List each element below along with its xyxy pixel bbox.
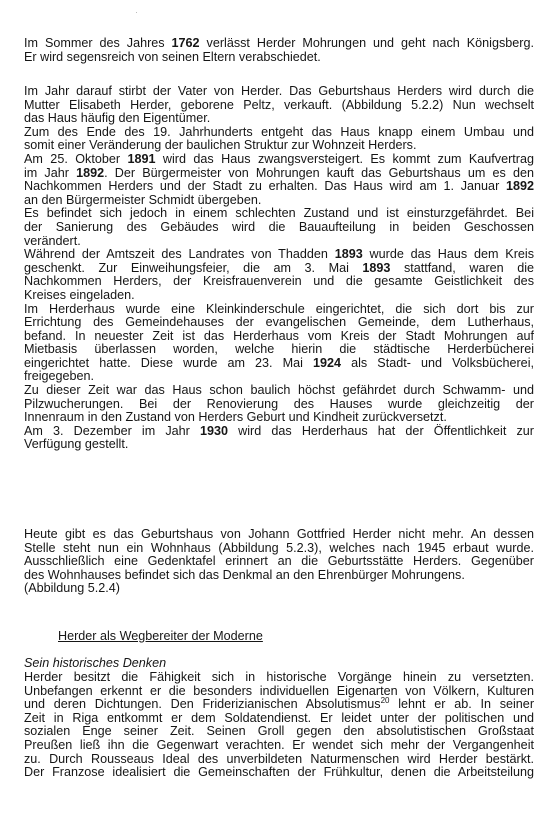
section-heading: Herder als Wegbereiter der Moderne xyxy=(58,629,263,643)
text-line: Zeit in Riga entkommt er dem Soldatendienst. Er leidet unter der politischen und xyxy=(24,710,534,725)
text-line: eingerichtet hatte. Diese wurde am 23. Mai 1924 als Stadt- und Volksbücherei, xyxy=(24,355,534,370)
text-line: des Wohnhauses befindet sich das Denkmal an den Ehrenbürger Mohrungens. xyxy=(24,567,465,582)
text-line: Während der Amtszeit des Landrates von Thadden 1893 wurde das Haus dem Kreis xyxy=(24,247,534,262)
paragraph-house-history xyxy=(24,85,534,452)
text-line: Nachkommen Herders, der Kreisfrauenverein und die gesamte Geistlichkeit des xyxy=(24,274,534,289)
text-line: Verfügung gestellt. xyxy=(24,437,129,452)
text-line: befand. In neuester Zeit ist das Herderhaus vom Kreis der Stadt Mohrungen auf xyxy=(24,328,534,343)
subsection-heading: Sein historisches Denken xyxy=(24,656,167,670)
text-line: Zum des Ende des 19. Jahrhunderts entgeht das Haus knapp einem Umbau und xyxy=(24,124,534,139)
text-line: Zu dieser Zeit war das Haus schon baulich höchst gefährdet durch Schwamm- und xyxy=(24,383,534,398)
text-line: Mutter Elisabeth Herder, geborene Peltz, verkauft. (Abbildung 5.2.2) Nun wechselt xyxy=(24,97,534,112)
text-line: Unbefangen erkennt er die besonders individuellen Eigenarten von Völkern, Kulturen xyxy=(24,683,534,698)
text-line: Preußen ließ ihn die Gegenwart verachten. Er wendet sich mehr der Vergangenheit xyxy=(24,737,534,752)
text-line: freigegeben. xyxy=(24,369,95,384)
text-line: Kreises eingeladen. xyxy=(24,287,135,302)
text-line: Im Jahr darauf stirbt der Vater von Herder. Das Geburtshaus Herders wird durch die xyxy=(24,84,534,98)
paragraph-departure xyxy=(24,37,534,64)
text-line: Herder besitzt die Fähigkeit sich in historische Vorgänge hinein zu versetzten. xyxy=(24,670,534,684)
text-line: und deren Dichtungen. Den Friderizianischen Absolutismus$^{20}$ lehnt er ab. In seiner xyxy=(24,696,535,712)
text-line: im Jahr 1892. Der Bürgermeister von Mohrungen kauft das Geburtshaus um es den xyxy=(24,165,534,180)
text-line: das Haus häufig den Eigentümer. xyxy=(24,111,211,126)
text-line: Mietbasis überlassen worden, welche hierin die städtische Herderbücherei xyxy=(24,342,534,357)
text-line: Ausschließlich eine Gedenktafel erinnert an die Geburtsstätte Herders. Gegenüber xyxy=(24,554,534,569)
text-line: verändert. xyxy=(24,233,81,248)
text-line: (Abbildung 5.2.4) xyxy=(24,581,120,596)
text-line: Nachkommen Herders und der Stadt zu erhalten. Das Haus wird am 1. Januar 1892 xyxy=(24,179,535,194)
text-line: somit einer Veränderung der baulichen Struktur zur Wohnzeit Herders. xyxy=(24,138,417,153)
text-line: Stelle steht nun ein Wohnhaus (Abbildung 5.2.3), welches nach 1945 erbaut wurde. xyxy=(24,540,534,555)
text-line: Der Franzose idealisiert die Gemeinschaften der Frühkultur, denen die Arbeitsteilung xyxy=(24,765,534,780)
text-line: Im Herderhaus wurde eine Kleinkinderschule eingerichtet, die sich dort bis zur xyxy=(24,301,534,316)
paragraph-historical-thinking xyxy=(24,671,534,780)
text-line: Pilzwucherungen. Bei der Renovierung des Hauses wurde gleichzeitig der xyxy=(24,396,534,411)
text-line: Errichtung des Gemeindehauses der evangelischen Gemeinde, dem Lutherhaus, xyxy=(24,315,534,330)
text-line: Am 3. Dezember im Jahr 1930 wird das Herderhaus hat der Öffentlichkeit zur xyxy=(24,423,534,438)
text-line: Am 25. Oktober 1891 wird das Haus zwangsversteigert. Es kommt zum Kaufvertrag xyxy=(24,151,534,166)
text-line: Innenraum in den Zustand von Herders Geburt und Kindheit zurückversetzt. xyxy=(24,410,447,425)
text-line: zu. Durch Rousseaus Ideal des unverbildeten Naturmenschen wird Herder bestärkt. xyxy=(24,751,534,766)
text-line: geschenkt. Zur Einweihungsfeier, die am 3. Mai 1893 stattfand, waren die xyxy=(24,260,534,275)
paragraph-today xyxy=(24,528,534,596)
text-line: sozialen Enge seiner Zeit. Seinen Groll gegen den absolutistischen Großstaat xyxy=(24,724,534,739)
text-line: Es befindet sich jedoch in einem schlechten Zustand und ist einsturzgefährdet. Bei xyxy=(24,206,534,221)
text-line: Im Sommer des Jahres 1762 verlässt Herder Mohrungen und geht nach Königsberg. xyxy=(24,36,534,50)
text-line: Heute gibt es das Geburtshaus von Johann Gottfried Herder nicht mehr. An dessen xyxy=(24,527,534,541)
text-line: der Sanierung des Gebäudes wird die Bauaufteilung in beiden Geschossen xyxy=(24,219,534,234)
text-line: an den Bürgermeister Schmidt übergeben. xyxy=(24,192,262,207)
scan-dot xyxy=(136,12,137,13)
footnote-ref: 20 xyxy=(380,696,390,706)
text-line: Er wird segensreich von seinen Eltern verabschiedet. xyxy=(24,49,321,64)
